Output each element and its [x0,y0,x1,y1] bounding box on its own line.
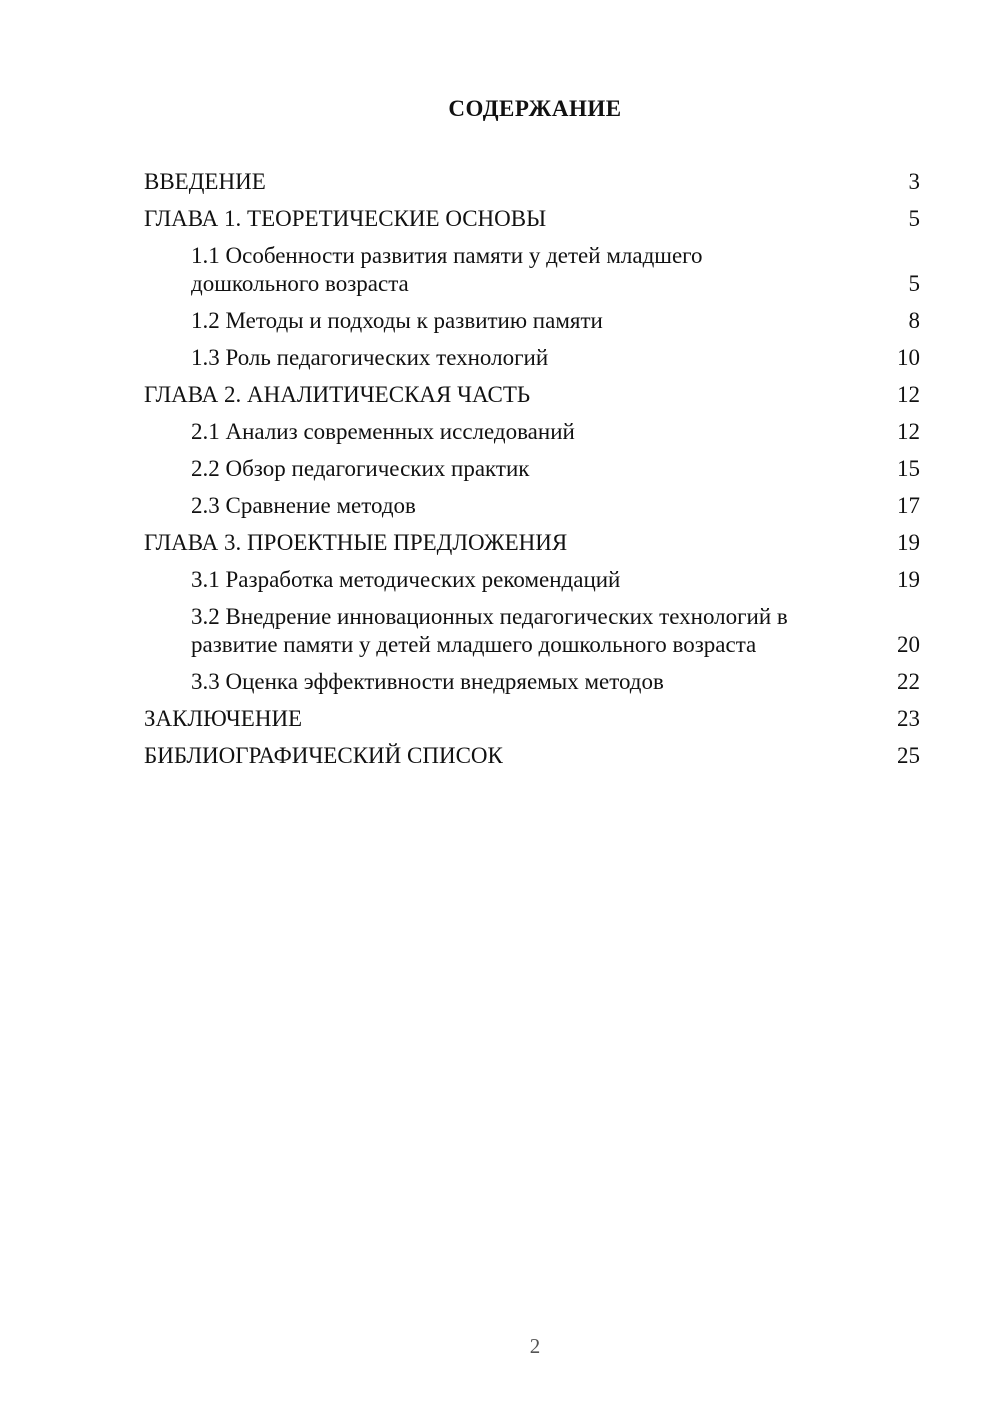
toc-entry-section-2-3[interactable] [144,492,920,520]
toc-entry-label: 1.2 Методы и подходы к развитию памяти [191,308,603,333]
toc-entry-conclusion[interactable] [144,705,920,733]
page-number: 2 [529,1334,541,1358]
toc-entry-page: 22 [897,669,920,694]
toc-entry-page: 5 [908,206,920,231]
toc-entry-label: 3.3 Оценка эффективности внедряемых методов [191,669,664,694]
toc-entry-label: ГЛАВА 2. АНАЛИТИЧЕСКАЯ ЧАСТЬ [144,382,531,407]
toc-entry-page: 17 [897,493,920,518]
toc-entry-label: 2.1 Анализ современных исследований [191,419,575,444]
toc-entry-chapter-3[interactable] [144,529,920,557]
toc-entry-label: 2.3 Сравнение методов [191,493,416,518]
toc-entry-section-2-1[interactable] [144,418,920,446]
toc-entry-bibliography[interactable] [144,742,920,770]
toc-entry-label: ГЛАВА 3. ПРОЕКТНЫЕ ПРЕДЛОЖЕНИЯ [144,530,568,555]
table-of-contents [144,168,920,779]
toc-entry-page: 23 [897,706,920,731]
toc-entry-section-3-2[interactable] [144,603,920,659]
toc-entry-label: ВВЕДЕНИЕ [144,169,266,194]
toc-entry-label: 1.1 Особенности развития памяти у детей младшего дошкольного возраста [191,243,703,296]
toc-entry-label: ГЛАВА 1. ТЕОРЕТИЧЕСКИЕ ОСНОВЫ [144,206,547,231]
toc-entry-page: 5 [908,271,920,296]
toc-entry-page: 3 [908,169,920,194]
toc-entry-page: 25 [897,743,920,768]
toc-entry-section-1-1[interactable] [144,242,920,298]
toc-entry-page: 19 [897,567,920,592]
toc-entry-section-1-2[interactable] [144,307,920,335]
toc-entry-page: 8 [908,308,920,333]
toc-entry-label: 3.2 Внедрение инновационных педагогических технологий в развитие памяти у детей младшего дошкольного возраста [191,604,788,657]
toc-entry-section-3-1[interactable] [144,566,920,594]
toc-entry-page: 20 [897,632,920,657]
toc-entry-introduction[interactable] [144,168,920,196]
toc-entry-label: 3.1 Разработка методических рекомендаций [191,567,621,592]
toc-entry-section-2-2[interactable] [144,455,920,483]
toc-entry-label: 2.2 Обзор педагогических практик [191,456,530,481]
toc-entry-page: 19 [897,530,920,555]
toc-entry-chapter-2[interactable] [144,381,920,409]
toc-entry-page: 12 [897,419,920,444]
toc-entry-section-3-3[interactable] [144,668,920,696]
toc-entry-page: 12 [897,382,920,407]
toc-entry-label: ЗАКЛЮЧЕНИЕ [144,706,303,731]
toc-entry-page: 10 [897,345,920,370]
toc-entry-section-1-3[interactable] [144,344,920,372]
toc-entry-page: 15 [897,456,920,481]
toc-entry-label: БИБЛИОГРАФИЧЕСКИЙ СПИСОК [144,743,503,768]
page-title: СОДЕРЖАНИЕ [448,96,622,121]
toc-entry-label: 1.3 Роль педагогических технологий [191,345,549,370]
toc-entry-chapter-1[interactable] [144,205,920,233]
